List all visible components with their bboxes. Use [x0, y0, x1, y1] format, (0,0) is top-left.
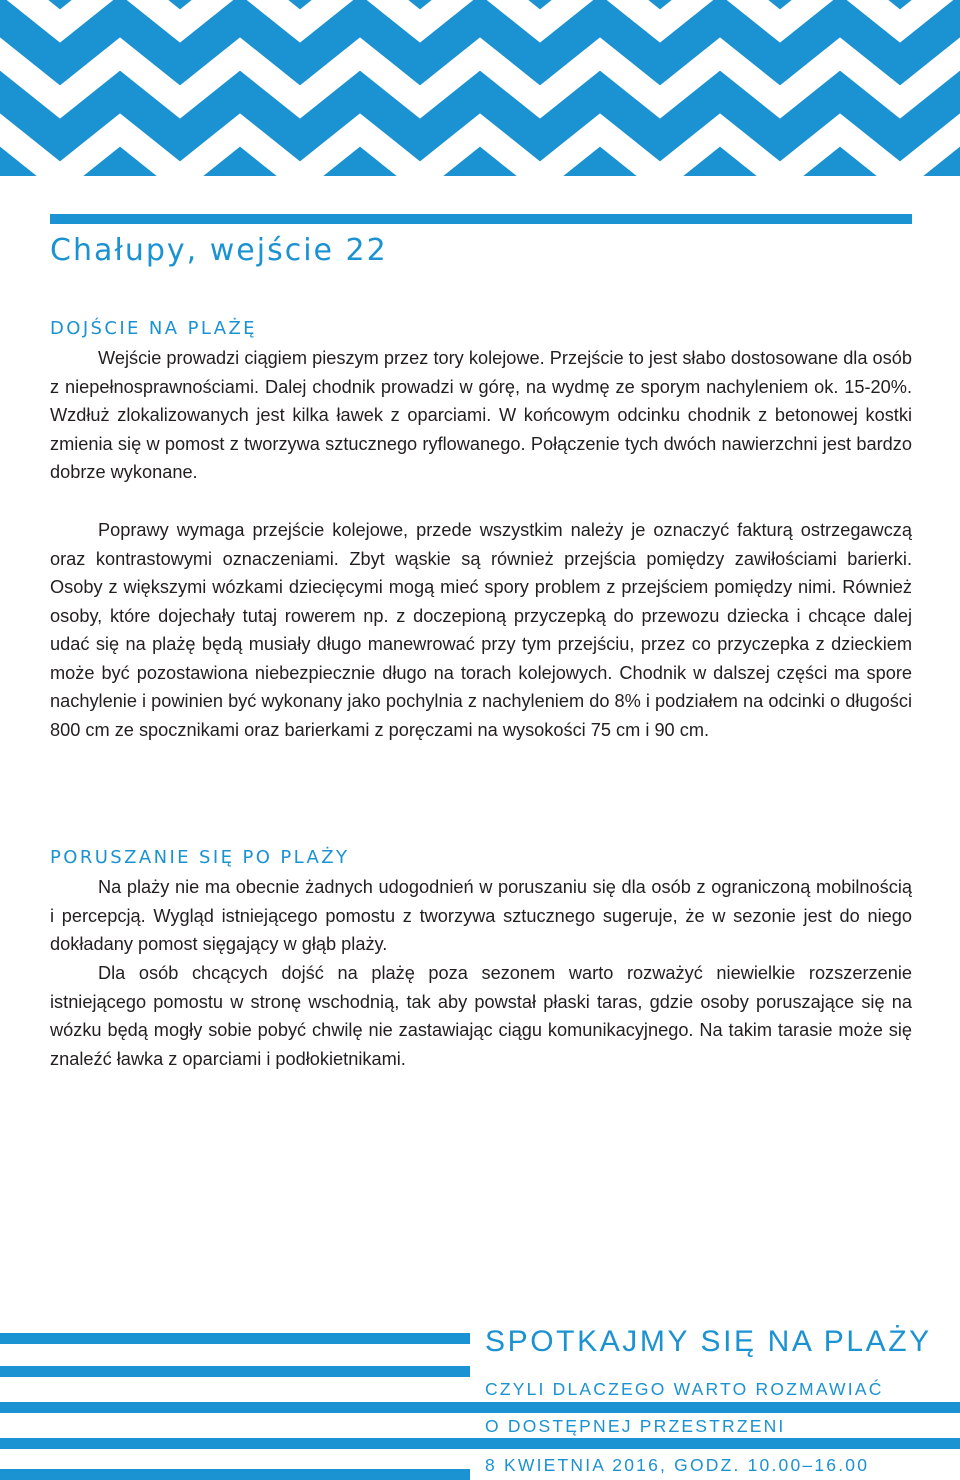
footer-subtitle-line2: O DOSTĘPNEJ PRZESTRZENI [485, 1416, 786, 1436]
chevron-pattern-header [0, 0, 960, 176]
footer-stripe [0, 1366, 470, 1377]
section-heading-beach-mobility: PORUSZANIE SIĘ PO PLAŻY [50, 847, 350, 868]
section-heading-access: DOJŚCIE NA PLAŻĘ [50, 318, 257, 339]
paragraph-beach-2: Dla osób chcących dojść na plażę poza sezonem warto rozważyć niewielkie rozszerzenie istniejącego pomostu w stronę wschodnią, tak aby powstał płaski taras, gdzie osoby poruszające się na wózku będą mogły sobie pobyć chwilę nie zastawiając ciągu komunikacyjnego. Na takim tarasie może się znaleźć ławka z oparciami i podłokietnikami. [50, 963, 912, 1069]
footer-event-date: 8 KWIETNIA 2016, GODZ. 10.00–16.00 [485, 1455, 873, 1476]
page-title: Chałupy, wejście 22 [50, 233, 388, 268]
paragraph-access-1: Wejście prowadzi ciągiem pieszym przez tory kolejowe. Przejście to jest słabo dostosowane dla osób z niepełnosprawnościami. Dalej chodnik prowadzi w górę, na wydmę ze sporym nachyleniem ok. 15-20%. Wzdłuż zlokalizowanych jest kilka ławek z oparciami. W końcowym odcinku chodnik z betonowej kostki zmienia się w pomost z tworzywa sztucznego ryflowanego. Połączenie tych dwóch nawierzchni jest bardzo dobrze wykonane. [50, 348, 912, 482]
paragraph-access-2: Poprawy wymaga przejście kolejowe, przede wszystkim należy je oznaczyć fakturą ostrzegawczą oraz kontrastowymi oznaczeniami. Zbyt wąskie są również przejścia pomiędzy zawiłościami barierki. Osoby z większymi wózkami dziecięcymi mogą mieć spory problem z przejściem pomiędzy nimi. Również osoby, które dojechały tutaj rowerem np. z doczepioną przyczepką do przewozu dziecka i chcące dalej udać się na plażę będą musiały długo manewrować przy tym przejściu, przez co przyczepka z dzieckiem może być pozostawiona niebezpiecznie długo na torach kolejowych. Chodnik w dalszej części ma spore nachylenie i powinien być wykonany jako pochylnia z nachyleniem do 8% i podziałem na odcinki o długości 800 cm ze spocznikami oraz barierkami z poręczami na wysokości 75 cm i 90 cm. [50, 520, 912, 740]
footer-subtitle-line1: CZYLI DLACZEGO WARTO ROZMAWIAĆ [485, 1379, 884, 1399]
footer-stripe [0, 1402, 960, 1413]
paragraph-beach-1: Na plaży nie ma obecnie żadnych udogodnień w poruszaniu się dla osób z ograniczoną mobilnością i percepcją. Wygląd istniejącego pomostu z tworzywa sztucznego sugeruje, że w sezonie jest do niego dokładany pomost sięgający w głąb plaży. [50, 877, 912, 954]
footer-stripe [0, 1469, 470, 1480]
footer-stripe [0, 1333, 470, 1344]
title-rule [50, 214, 912, 224]
footer-event-title: SPOTKAJMY SIĘ NA PLAŻY [485, 1325, 932, 1358]
footer-stripe [0, 1438, 960, 1449]
